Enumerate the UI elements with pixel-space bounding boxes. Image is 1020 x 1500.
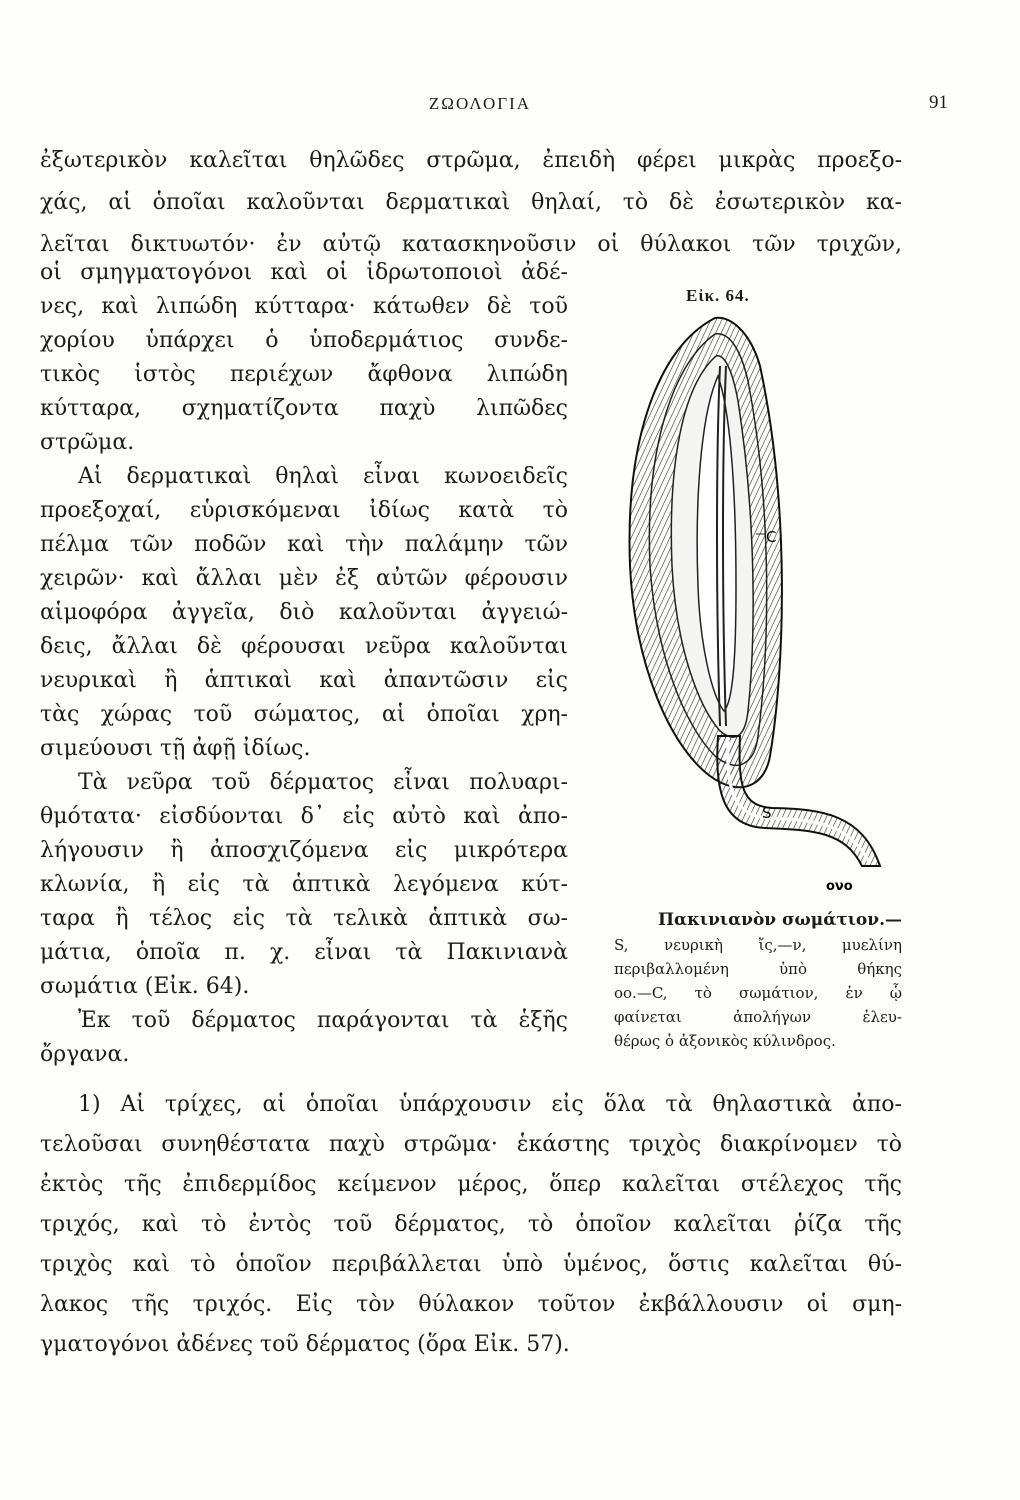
text-line: χορίου ὑπάρχει ὁ ὑποδερμάτιος συνδε- <box>40 328 568 353</box>
text-line: στρῶμα. <box>40 430 135 455</box>
caption-line: περιβαλλομένη ὑπὸ θήκης <box>614 960 902 978</box>
text-line: γματογόνοι ἀδένες τοῦ δέρματος (ὅρα Εἰκ. 57). <box>40 1332 570 1357</box>
text-line: λήγουσιν ἢ ἀποσχιζόμενα εἰς μικρότερα <box>40 838 568 863</box>
text-line: ἐκτὸς τῆς ἐπιδερμίδος κείμενον μέρος, ὅπερ καλεῖται στέλεχος τῆς <box>40 1172 902 1197</box>
text-line: δεις, ἄλλαι δὲ φέρουσαι νεῦρα καλοῦνται <box>40 634 568 659</box>
text-line: τὰς χώρας τοῦ σώματος, αἱ ὁποῖαι χρη- <box>40 702 568 727</box>
text-line: αἱμοφόρα ἀγγεῖα, διὸ καλοῦνται ἀγγειώ- <box>40 600 568 625</box>
text-line: σιμεύουσι τῇ ἀφῇ ἰδίως. <box>40 736 311 761</box>
text-line: ὄργανα. <box>40 1042 130 1067</box>
text-line: οἱ σμηγματογόνοι καὶ οἱ ἱδρωτοποιοὶ ἀδέ- <box>40 260 568 285</box>
figure-letters-ovo: ονο <box>826 879 853 894</box>
text-line: πέλμα τῶν ποδῶν καὶ τὴν παλάμην τῶν <box>40 532 568 557</box>
figure-letter-c: C <box>766 528 777 546</box>
text-line: χειρῶν· καὶ ἄλλαι μὲν ἐξ αὐτῶν φέρουσιν <box>40 566 568 591</box>
text-line: νευρικαὶ ἢ ἁπτικαὶ καὶ ἀπαντῶσιν εἰς <box>40 668 568 693</box>
figure-letter-s: S <box>762 804 772 822</box>
page-number: 91 <box>929 92 948 113</box>
text-line: θμότατα· εἰσδύονται δ᾽ εἰς αὐτὸ καὶ ἀπο- <box>40 804 568 829</box>
paragraph-start: Τὰ νεῦρα τοῦ δέρματος εἶναι πολυαρι- <box>78 770 568 795</box>
caption-line: οο.—C, τὸ σωμάτιον, ἐν ᾧ <box>614 984 902 1002</box>
text-line: ἐξωτερικὸν καλεῖται θηλῶδες στρῶμα, ἐπειδὴ φέρει μικρὰς προεξο- <box>40 148 902 173</box>
paragraph-start: Ἐκ τοῦ δέρματος παράγονται τὰ ἑξῆς <box>78 1008 568 1033</box>
text-line: τριχός, καὶ τὸ ἐντὸς τοῦ δέρματος, τὸ ὁποῖον καλεῖται ῥίζα τῆς <box>40 1212 902 1237</box>
text-line: λεῖται δικτυωτόν· ἐν αὐτῷ κατασκηνοῦσιν οἱ θύλακοι τῶν τριχῶν, <box>40 232 902 257</box>
caption-line: θέρως ὁ ἀξονικὸς κύλινδρος. <box>614 1032 836 1050</box>
pacinian-corpuscle-figure <box>590 306 910 906</box>
text-line: χάς, αἱ ὁποῖαι καλοῦνται δερματικαὶ θηλαί, τὸ δὲ ἐσωτερικὸν κα- <box>40 190 902 215</box>
text-line: κύτταρα, σχηματίζοντα παχὺ λιπῶδες <box>40 396 568 421</box>
paragraph-start: 1) Αἱ τρίχες, αἱ ὁποῖαι ὑπάρχουσιν εἰς ὅλα τὰ θηλαστικὰ ἀπο- <box>78 1092 902 1117</box>
running-header: ΖΩΟΛΟΓΙΑ <box>428 94 532 113</box>
caption-line: S, νευρικὴ ἴς,—ν, μυελίνη <box>614 936 902 954</box>
figure-caption-title: Πακινιανὸν σωμάτιον.— <box>657 910 902 930</box>
paragraph-start: Αἱ δερματικαὶ θηλαὶ εἶναι κωνοειδεῖς <box>78 464 568 489</box>
text-line: σωμάτια (Εἰκ. 64). <box>40 974 250 999</box>
caption-line: φαίνεται ἀπολήγων ἐλευ- <box>614 1008 902 1026</box>
text-line: μάτια, ὁποῖα π. χ. εἶναι τὰ Πακινιανὰ <box>40 940 568 965</box>
text-line: τριχὸς καὶ τὸ ὁποῖον περιβάλλεται ὑπὸ ὑμένος, ὅστις καλεῖται θύ- <box>40 1252 902 1277</box>
text-line: κλωνία, ἢ εἰς τὰ ἁπτικὰ λεγόμενα κύτ- <box>40 872 568 897</box>
figure-label: Εἰκ. 64. <box>686 286 750 305</box>
text-line: προεξοχαί, εὑρισκόμεναι ἰδίως κατὰ τὸ <box>40 498 568 523</box>
text-line: λακος τῆς τριχός. Εἰς τὸν θύλακον τοῦτον ἐκβάλλουσιν οἱ σμη- <box>40 1292 902 1317</box>
text-line: τικὸς ἱστὸς περιέχων ἄφθονα λιπώδη <box>40 362 568 387</box>
text-line: ταρα ἢ τέλος εἰς τὰ τελικὰ ἁπτικὰ σω- <box>40 906 568 931</box>
text-line: νες, καὶ λιπώδη κύτταρα· κάτωθεν δὲ τοῦ <box>40 294 568 319</box>
text-line: τελοῦσαι συνηθέστατα παχὺ στρῶμα· ἑκάστης τριχὸς διακρίνομεν τὸ <box>40 1132 902 1157</box>
